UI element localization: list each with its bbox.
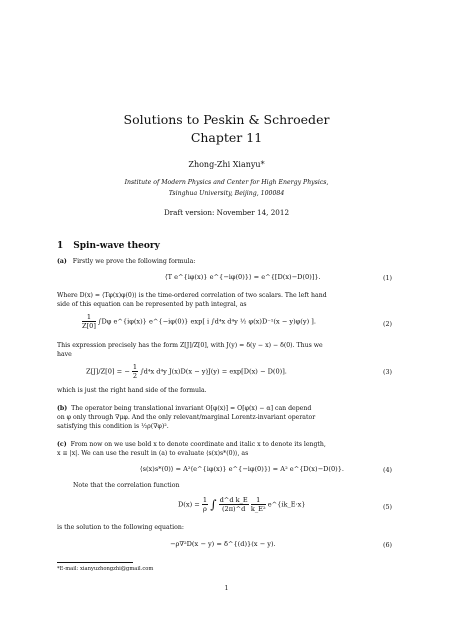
paragraph-2-line-2: side of this equation can be represented by path integral, as: [57, 301, 247, 308]
page-number: 1: [224, 585, 229, 592]
equation-2-number: (2): [383, 320, 393, 328]
equation-2-body: ∫Dφ e^{iφ(x)} e^{−iφ(0)} exp[ i ∫d⁴x d⁴y ½ φ(x)D⁻¹(x − y)φ(y) ].: [98, 317, 316, 326]
equation-5-number: (5): [383, 503, 393, 511]
equation-3-rhs: ∫d⁴x d⁴y J(x)D(x − y)J(y) = exp[D(x) − D(0)].: [140, 367, 287, 376]
paragraph-b-line-1: (b) The operator being translational invariant O[φ(x)] = O[φ(x) − α] can depend: [57, 405, 312, 412]
paper-title: Solutions to Peskin & Schroeder: [123, 112, 330, 127]
integral-sign: ∫: [210, 497, 217, 512]
paragraph-3-line-1: This expression precisely has the form Z[J]/Z[0], with J(y) = δ(y − x) − δ(0). Thus we: [57, 342, 323, 349]
footnote-rule: [57, 562, 133, 563]
equation-5-tail: e^{ik_E·x}: [267, 500, 306, 509]
equation-6-number: (6): [383, 541, 393, 549]
equation-5: [178, 496, 306, 513]
paragraph-5: Note that the correlation function: [73, 482, 180, 489]
equation-3-number: (3): [383, 368, 393, 376]
paragraph-a-text: Firstly we prove the following formula:: [72, 258, 196, 265]
paragraph-3-line-2: have: [57, 351, 72, 358]
paragraph-b-line-2: on φ only through ∇μφ. And the only relevant/marginal Lorentz-invariant operator: [57, 414, 316, 421]
equation-5-lhs: D(x) =: [178, 500, 200, 509]
paragraph-c-line-1: (c) From now on we use bold x to denote coordinate and italic x to denote its length,: [57, 441, 326, 448]
section-heading: [57, 241, 160, 251]
equation-5-fraction-2: $\frac{\text{d\textasciicircum{}d k\_E}}{(2\pi)\^{}d}$: [219, 496, 248, 513]
paragraph-a: [57, 258, 397, 266]
equation-6: −ρ∇²D(x − y) = δ^{(d)}(x − y).: [170, 540, 276, 548]
affiliation-line-2: Tsinghua University, Beijing, 100084: [168, 190, 285, 197]
paragraph-b-line-3: satisfying this condition is ½ρ(∇φ)².: [57, 423, 169, 430]
paper-subtitle: Chapter 11: [190, 130, 263, 145]
equation-3-lhs: Z[J]/Z[0] = −: [86, 367, 130, 376]
paragraph-2-line-1: Where D(x) = ⟨Tφ(x)φ(0)⟩ is the time-ordered correlation of two scalars. The left hand: [57, 292, 327, 299]
paragraph-4: which is just the right hand side of the formula.: [57, 387, 207, 394]
equation-4-number: (4): [383, 466, 393, 474]
equation-5-fraction-3: $\frac{1}{\text{k\_E²}}$: [250, 496, 266, 513]
label-c: (c): [57, 441, 67, 448]
paragraph-c-line-2: x ≡ |x|. We can use the result in (a) to evaluate ⟨s(x)s*(0)⟩, as: [57, 450, 249, 457]
equation-1: ⟨T e^{iφ(x)} e^{−iφ(0)}⟩ = e^{[D(x)−D(0)]}.: [165, 273, 321, 281]
equation-5-fraction-1: $\frac{1}{\rho}$: [202, 496, 208, 513]
section-number: 1: [57, 241, 64, 251]
equation-2-fraction: $\frac{1}{Z[0]}$: [82, 313, 96, 330]
label-a: (a): [57, 258, 67, 265]
equation-4: ⟨s(x)s*(0)⟩ = A²⟨e^{iφ(x)} e^{−iφ(0)}⟩ = A² e^{D(x)−D(0)}.: [140, 465, 345, 473]
section-title: Spin-wave theory: [73, 241, 160, 251]
affiliation-line-1: Institute of Modern Physics and Center for High Energy Physics,: [124, 179, 329, 186]
equation-3: [86, 363, 287, 380]
equation-2: [82, 313, 316, 330]
label-b: (b): [57, 405, 68, 412]
equation-3-fraction: $\frac{1}{2}$: [132, 363, 138, 380]
footnote: *E-mail: xianyuzhongzhi@gmail.com: [57, 566, 154, 572]
equation-1-number: (1): [383, 274, 393, 282]
paragraph-6: is the solution to the following equation:: [57, 524, 184, 531]
author: Zhong-Zhi Xianyu*: [188, 160, 265, 169]
draft-date: Draft version: November 14, 2012: [163, 208, 290, 217]
